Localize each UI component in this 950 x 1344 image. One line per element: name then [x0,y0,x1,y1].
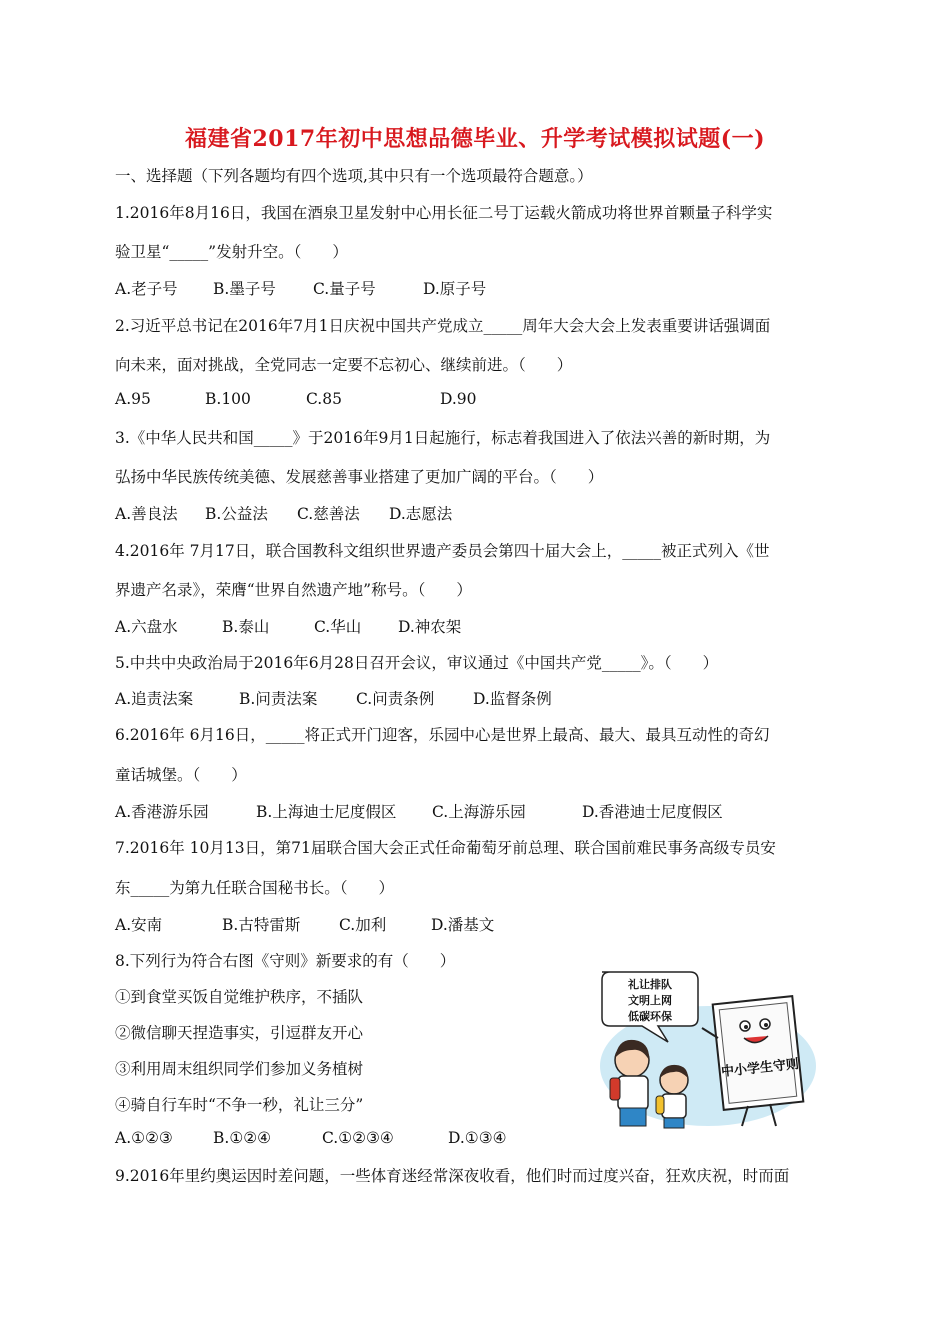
question-2-line-2: 向未来，面对挑战，全党同志一定要不忘初心、继续前进。（ ） [115,356,573,374]
girl-skirt [620,1108,646,1126]
question-4-option-b: B.泰山 [222,618,270,636]
question-4-line-1: 4.2016年 7月17日，联合国教科文组织世界遗产委员会第四十届大会上，_____被正式列入《世 [115,542,770,560]
question-8-item-1: ①到食堂买饭自觉维护秩序，不插队 [115,988,364,1006]
question-3-option-c: C.慈善法 [297,505,360,523]
question-2-option-d: D.90 [440,390,477,408]
question-2-line-1: 2.习近平总书记在2016年7月1日庆祝中国共产党成立_____周年大会大会上发表重要讲话强调面 [115,317,771,335]
booklet-left-pupil [744,1025,748,1029]
question-8-item-3: ③利用周末组织同学们参加义务植树 [115,1060,364,1078]
rules-booklet-page [719,1003,796,1104]
section-header: 一、选择题（下列各题均有四个选项,其中只有一个选项最符合题意。） [115,167,593,185]
question-4-option-c: C.华山 [314,618,362,636]
bubble-line-1: 礼让排队 [628,978,672,991]
bubble-line-3: 低碳环保 [628,1010,672,1023]
question-1-line-2: 验卫星“_____”发射升空。（ ） [115,243,348,261]
question-5-option-b: B.问责法案 [239,690,318,708]
question-8-option-a: A.①②③ [115,1129,173,1147]
question-6-line-1: 6.2016年 6月16日，_____将正式开门迎客，乐园中心是世界上最高、最大、最具互动性的奇幻 [115,726,770,744]
question-2-option-a: A.95 [115,390,151,408]
question-1-option-a: A.老子号 [115,280,178,298]
girl-shirt [618,1076,648,1110]
question-1-option-c: C.量子号 [313,280,376,298]
question-1-option-b: B.墨子号 [213,280,276,298]
question-6-option-c: C.上海游乐园 [432,803,526,821]
question-7-option-b: B.古特雷斯 [222,916,301,934]
question-8-item-4: ④骑自行车时“不争一秒，礼让三分” [115,1096,364,1114]
boy-pants [664,1118,684,1128]
question-8-option-d: D.①③④ [448,1129,507,1147]
boy-shirt [662,1094,686,1118]
question-4-line-2: 界遗产名录》，荣膺“世界自然遗产地”称号。（ ） [115,581,472,599]
question-1-option-d: D.原子号 [423,280,487,298]
question-7-line-1: 7.2016年 10月13日，第71届联合国大会正式任命葡萄牙前总理、联合国前难民事务高级专员安 [115,839,776,857]
question-5-option-c: C.问责条例 [356,690,435,708]
question-8-item-2: ②微信聊天捏造事实，引逗群友开心 [115,1024,364,1042]
question-2-option-b: B.100 [205,390,251,408]
booklet-title: 中小学生守则 [720,1056,800,1081]
question-4-option-d: D.神农架 [398,618,462,636]
bubble-line-2: 文明上网 [628,994,672,1007]
question-4-option-a: A.六盘水 [115,618,178,636]
question-9-line-1: 9.2016年里约奥运因时差问题，一些体育迷经常深夜收看，他们时而过度兴奋，狂欢庆祝，时而面 [115,1167,790,1185]
question-2-option-c: C.85 [306,390,342,408]
question-5-option-a: A.追责法案 [115,690,194,708]
booklet-right-pupil [764,1023,768,1027]
question-8-option-b: B.①②④ [213,1129,272,1147]
question-6-line-2: 童话城堡。（ ） [115,766,247,784]
question-5-option-d: D.监督条例 [473,690,552,708]
question-3-option-d: D.志愿法 [389,505,453,523]
page-title: 福建省2017年初中思想品德毕业、升学考试模拟试题(一) [184,126,766,152]
question-3-line-2: 弘扬中华民族传统美德、发展慈善事业搭建了更加广阔的平台。（ ） [115,468,604,486]
question-3-line-1: 3.《中华人民共和国_____》于2016年9月1日起施行，标志着我国进入了依法兴善的新时期，为 [115,429,771,447]
question-5-line-1: 5.中共中央政治局于2016年6月28日召开会议，审议通过《中国共产党_____》。（ ） [115,654,719,672]
question-8-line-1: 8.下列行为符合右图《守则》新要求的有（ ） [115,952,456,970]
question-3-option-b: B.公益法 [205,505,268,523]
question-1-line-1: 1.2016年8月16日，我国在酒泉卫星发射中心用长征二号丁运载火箭成功将世界首颗量子科学实 [115,204,773,222]
question-6-option-d: D.香港迪士尼度假区 [582,803,723,821]
girl-backpack [610,1078,620,1100]
question-6-option-a: A.香港游乐园 [115,803,209,821]
students-code-illustration [598,968,818,1130]
boy-backpack [656,1096,664,1114]
question-7-option-d: D.潘基文 [431,916,495,934]
question-6-option-b: B.上海迪士尼度假区 [256,803,397,821]
question-7-option-c: C.加利 [339,916,387,934]
question-7-option-a: A.安南 [115,916,163,934]
question-7-line-2: 东_____为第九任联合国秘书长。（ ） [115,879,395,897]
question-8-option-c: C.①②③④ [322,1129,394,1147]
question-3-option-a: A.善良法 [115,505,178,523]
